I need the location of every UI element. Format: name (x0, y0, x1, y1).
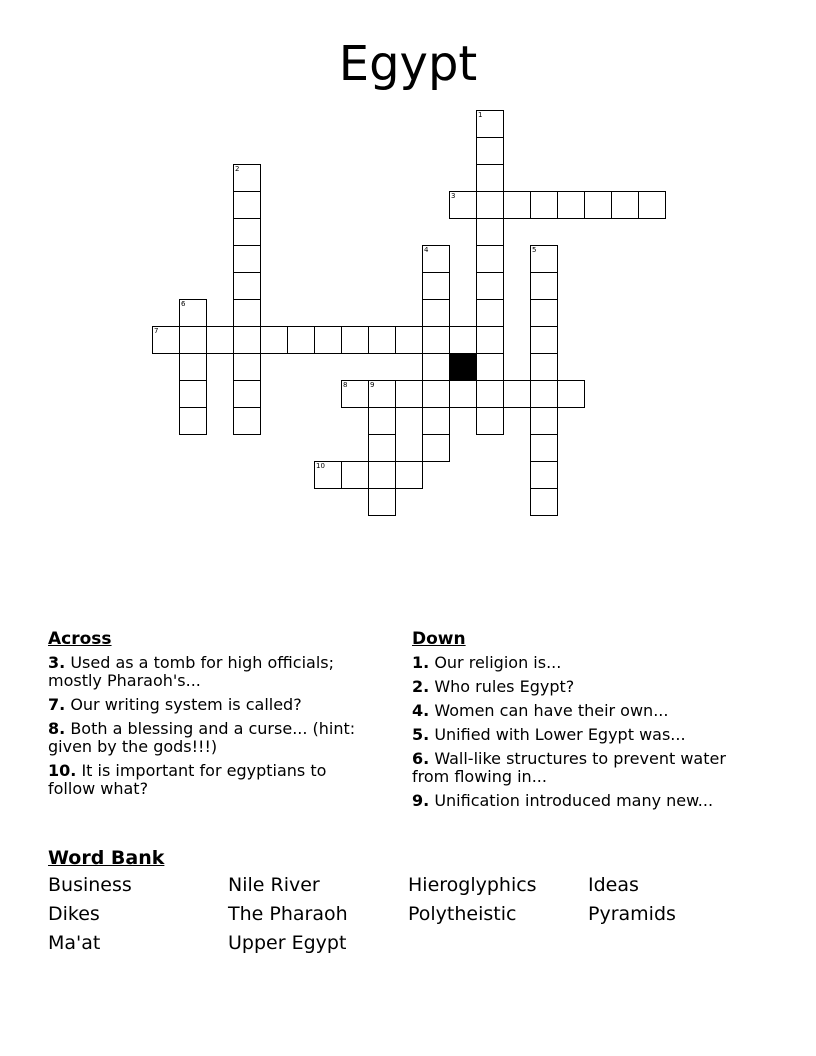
crossword-cell[interactable] (368, 326, 396, 354)
crossword-cell[interactable] (530, 326, 558, 354)
crossword-cell[interactable] (476, 272, 504, 300)
word-bank-heading: Word Bank (48, 847, 165, 869)
crossword-cell[interactable] (179, 353, 207, 381)
crossword-cell[interactable] (530, 272, 558, 300)
crossword-cell[interactable] (530, 407, 558, 435)
crossword-cell[interactable] (530, 299, 558, 327)
word-bank-item: Upper Egypt (228, 932, 347, 954)
across-clues (48, 628, 378, 804)
down-clue (412, 792, 732, 810)
clue-text: Unification introduced many new... (434, 791, 714, 810)
crossword-cell[interactable] (233, 245, 261, 273)
crossword-cell[interactable] (341, 380, 369, 408)
crossword-cell[interactable] (368, 380, 396, 408)
crossword-cell[interactable] (233, 380, 261, 408)
clue-number: 2. (412, 677, 430, 696)
clue-number: 1. (412, 653, 430, 672)
crossword-cell[interactable] (476, 218, 504, 246)
crossword-cell[interactable] (233, 407, 261, 435)
crossword-cell[interactable] (422, 299, 450, 327)
across-heading: Across (48, 629, 112, 649)
clue-text: Women can have their own... (434, 701, 669, 720)
word-bank-item: Polytheistic (408, 903, 517, 925)
crossword-cell[interactable] (476, 137, 504, 165)
clue-number: 9. (412, 791, 430, 810)
crossword-cell[interactable] (314, 461, 342, 489)
crossword-cell[interactable] (179, 299, 207, 327)
across-clue (48, 720, 378, 756)
crossword-cell[interactable] (530, 434, 558, 462)
crossword-cell[interactable] (557, 191, 585, 219)
across-clue (48, 696, 378, 714)
word-bank (48, 846, 788, 970)
crossword-cell[interactable] (233, 218, 261, 246)
crossword-cell[interactable] (476, 164, 504, 192)
word-bank-item: Ma'at (48, 932, 101, 954)
word-bank-item: Business (48, 874, 132, 896)
clue-number: 8. (48, 719, 66, 738)
crossword-cell[interactable] (476, 191, 504, 219)
crossword-cell[interactable] (449, 191, 477, 219)
crossword-cell[interactable] (611, 191, 639, 219)
crossword-cell[interactable] (530, 488, 558, 516)
clue-number: 8 (343, 381, 348, 389)
crossword-cell[interactable] (476, 326, 504, 354)
word-bank-item: Ideas (588, 874, 639, 896)
clue-number: 4. (412, 701, 430, 720)
down-clue (412, 678, 732, 696)
crossword-cell[interactable] (206, 326, 234, 354)
down-heading: Down (412, 629, 466, 649)
word-bank-item: Hieroglyphics (408, 874, 537, 896)
down-clues (412, 628, 732, 816)
across-clue (48, 762, 378, 798)
crossword-cell[interactable] (422, 272, 450, 300)
clue-number: 6. (412, 749, 430, 768)
crossword-cell[interactable] (233, 326, 261, 354)
crossword-cell[interactable] (395, 380, 423, 408)
crossword-cell[interactable] (233, 353, 261, 381)
clue-text: Used as a tomb for high officials; mostly Pharaoh's... (48, 653, 334, 690)
blocked-cell (449, 353, 477, 381)
down-clue (412, 702, 732, 720)
crossword-cell[interactable] (422, 434, 450, 462)
clue-number: 6 (181, 300, 186, 308)
word-bank-item: The Pharaoh (228, 903, 348, 925)
crossword-cell[interactable] (179, 407, 207, 435)
clue-number: 3. (48, 653, 66, 672)
crossword-cell[interactable] (422, 245, 450, 273)
clue-text: Wall-like structures to prevent water from flowing in... (412, 749, 726, 786)
crossword-cell[interactable] (530, 380, 558, 408)
clue-number: 10 (316, 462, 325, 470)
crossword-cell[interactable] (395, 461, 423, 489)
crossword-cell[interactable] (449, 326, 477, 354)
word-bank-item: Dikes (48, 903, 100, 925)
crossword-cell[interactable] (368, 461, 396, 489)
crossword-cell[interactable] (233, 164, 261, 192)
clue-number: 10. (48, 761, 77, 780)
crossword-cell[interactable] (368, 488, 396, 516)
crossword-cell[interactable] (233, 299, 261, 327)
down-clue (412, 750, 732, 786)
clue-text: Our writing system is called? (70, 695, 302, 714)
crossword-cell[interactable] (584, 191, 612, 219)
crossword-cell[interactable] (368, 407, 396, 435)
crossword-cell[interactable] (233, 272, 261, 300)
crossword-cell[interactable] (152, 326, 180, 354)
puzzle-title: Egypt (338, 36, 478, 92)
crossword-cell[interactable] (179, 380, 207, 408)
crossword-cell[interactable] (530, 245, 558, 273)
clue-number: 2 (235, 165, 240, 173)
clue-text: It is important for egyptians to follow what? (48, 761, 327, 798)
clue-number: 9 (370, 381, 375, 389)
crossword-cell[interactable] (233, 191, 261, 219)
crossword-cell[interactable] (368, 434, 396, 462)
crossword-cell[interactable] (476, 353, 504, 381)
crossword-cell[interactable] (530, 461, 558, 489)
down-clue (412, 654, 732, 672)
crossword-cell[interactable] (422, 380, 450, 408)
clue-text: Unified with Lower Egypt was... (434, 725, 686, 744)
clue-number: 3 (451, 192, 456, 200)
crossword-cell[interactable] (476, 380, 504, 408)
clue-text: Who rules Egypt? (434, 677, 575, 696)
crossword-cell[interactable] (314, 326, 342, 354)
crossword-cell[interactable] (179, 326, 207, 354)
clue-number: 5. (412, 725, 430, 744)
crossword-cell[interactable] (530, 353, 558, 381)
crossword-cell[interactable] (395, 326, 423, 354)
crossword-cell[interactable] (557, 380, 585, 408)
crossword-cell[interactable] (260, 326, 288, 354)
crossword-cell[interactable] (341, 326, 369, 354)
crossword-cell[interactable] (476, 407, 504, 435)
crossword-cell[interactable] (341, 461, 369, 489)
crossword-cell[interactable] (638, 191, 666, 219)
crossword-cell[interactable] (476, 110, 504, 138)
crossword-cell[interactable] (503, 380, 531, 408)
crossword-cell[interactable] (449, 380, 477, 408)
crossword-cell[interactable] (422, 326, 450, 354)
clue-number: 5 (532, 246, 537, 254)
crossword-cell[interactable] (476, 245, 504, 273)
crossword-cell[interactable] (287, 326, 315, 354)
clue-number: 1 (478, 111, 483, 119)
clue-number: 4 (424, 246, 429, 254)
clue-text: Both a blessing and a curse... (hint: given by the gods!!!) (48, 719, 356, 756)
crossword-cell[interactable] (530, 191, 558, 219)
clue-number: 7 (154, 327, 159, 335)
word-bank-item: Nile River (228, 874, 320, 896)
clue-text: Our religion is... (434, 653, 562, 672)
crossword-cell[interactable] (422, 353, 450, 381)
across-clue (48, 654, 378, 690)
crossword-cell[interactable] (503, 191, 531, 219)
crossword-cell[interactable] (422, 407, 450, 435)
word-bank-item: Pyramids (588, 903, 676, 925)
crossword-cell[interactable] (476, 299, 504, 327)
clue-number: 7. (48, 695, 66, 714)
down-clue (412, 726, 732, 744)
